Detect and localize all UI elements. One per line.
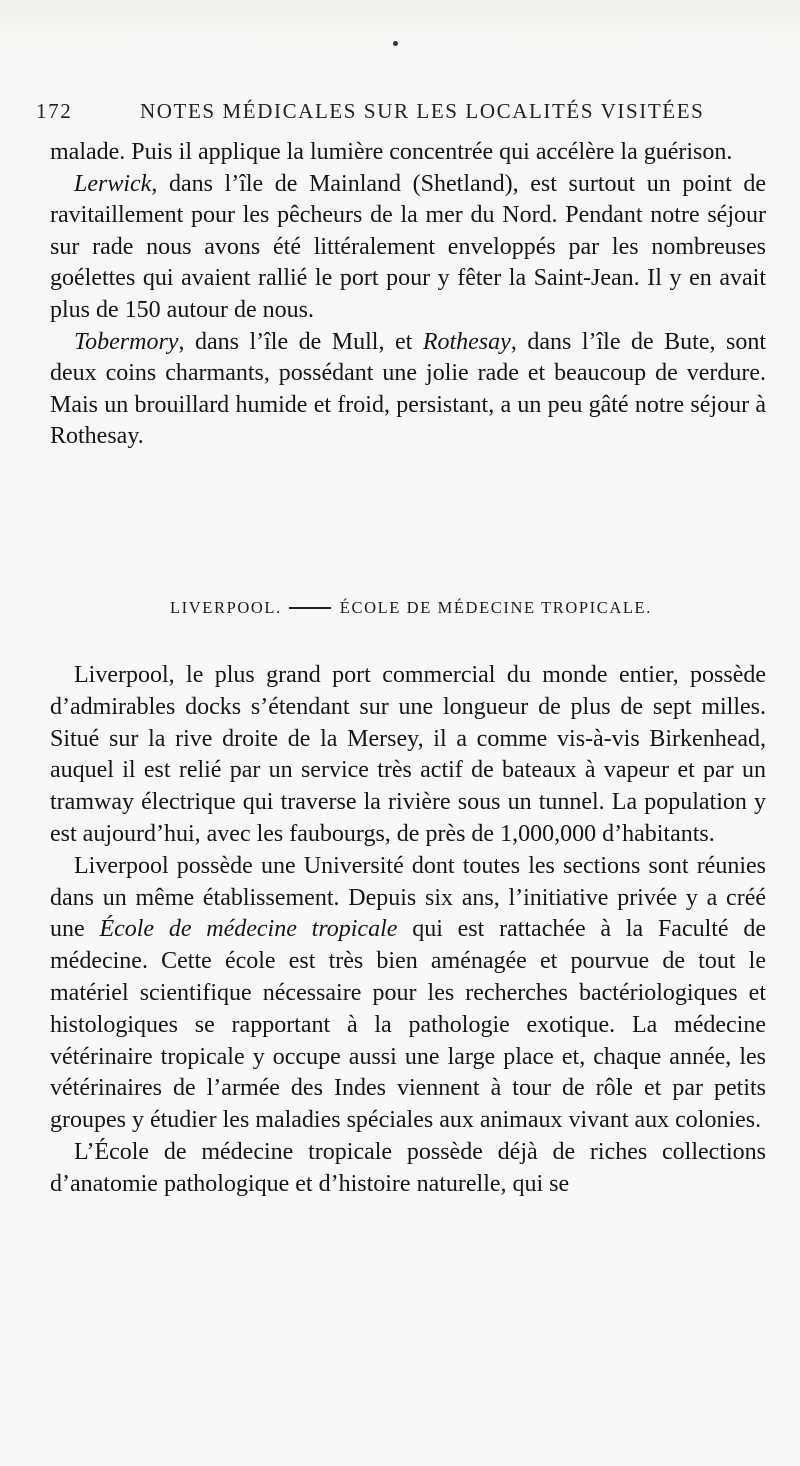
section-heading-right: ÉCOLE DE MÉDECINE TROPICALE.: [339, 598, 652, 617]
paragraph-lerwick: [50, 169, 766, 327]
running-title: NOTES MÉDICALES SUR LES LOCALITÉS VISITÉES: [140, 99, 705, 123]
paragraph-text: qui est rattachée à la Faculté de médecine. Cette école est très bien aménagée et pourvue de tout le matériel scientifique nécessaire pour les recherches bactériologiques et histologiques se rapportant à la pathologie exotique. La médecine vétérinaire tropicale y occupe aussi une large place et, chaque année, les vétérinaires de l’armée des Indes viennent à tour de rôle et par petits groupes y étudier les maladies spéciales aux animaux vivant aux colonies.: [50, 916, 767, 1134]
paragraph-text: malade. Puis il applique la lumière concentrée qui accélère la guérison.: [50, 139, 733, 165]
italic-school-name: École de médecine tropicale: [99, 916, 398, 943]
paragraph-continuation: [50, 137, 766, 169]
paragraph-text: Liverpool possède une Université dont toutes les sections sont réunies dans un même établissement. Depuis six ans, l’initiative privée y a créé une: [50, 852, 766, 943]
place-name-rothesay: Rothesay: [422, 328, 511, 355]
print-mark: [393, 41, 398, 46]
paragraph-text: , dans l’île de Mull, et: [178, 328, 423, 355]
paragraph-text: Liverpool, le plus grand port commercial du monde entier, possède d’admirables docks s’étendant sur une longueur de plus de sept milles. Situé sur la rive droite de la Mersey, il a comme vis-à-vis Birkenhead, auquel il est relié par un service très actif de bateaux à vapeur et par un tramway électrique qui traverse la rivière sous un tunnel. La population y est aujourd’hui, avec les faubourgs, de près de 1,000,000 d’habitants.: [50, 662, 766, 847]
place-name-tobermory: Tobermory: [74, 328, 179, 355]
paragraph-text: , dans l’île de Mainland (Shetland), est surtout un point de ravitaillement pour les pêcheurs de la mer du Nord. Pendant notre séjour sur rade nous avons été littéralement enveloppés par les nombreuses goélettes qui avaient rallié le port pour y fêter la Saint-Jean. Il y en avait plus de 150 autour de nous.: [50, 170, 766, 323]
paragraph-text: L’École de médecine tropicale possède déjà de riches collections d’anatomie pathologique et d’histoire naturelle, qui se: [50, 1138, 766, 1197]
paragraph-collections: [50, 1137, 766, 1201]
paragraph-universite: [50, 851, 766, 1137]
running-head: [36, 99, 766, 125]
heading-dash: [289, 607, 331, 609]
text-block-top: [50, 137, 766, 453]
text-block-bottom: [50, 660, 766, 1201]
section-heading-left: LIVERPOOL.: [170, 598, 282, 617]
section-heading: [170, 598, 652, 618]
place-name-lerwick: Lerwick: [74, 170, 152, 197]
page-number: 172: [36, 99, 73, 123]
paragraph-liverpool: [50, 660, 766, 851]
paragraph-text: , dans l’île de Bute, sont deux coins charmants, possédant une jolie rade et beaucoup de verdure. Mais un brouillard humide et froid, persistant, a un peu gâté notre séjour à Rothesay.: [50, 328, 766, 450]
paragraph-tobermory: [50, 327, 766, 453]
